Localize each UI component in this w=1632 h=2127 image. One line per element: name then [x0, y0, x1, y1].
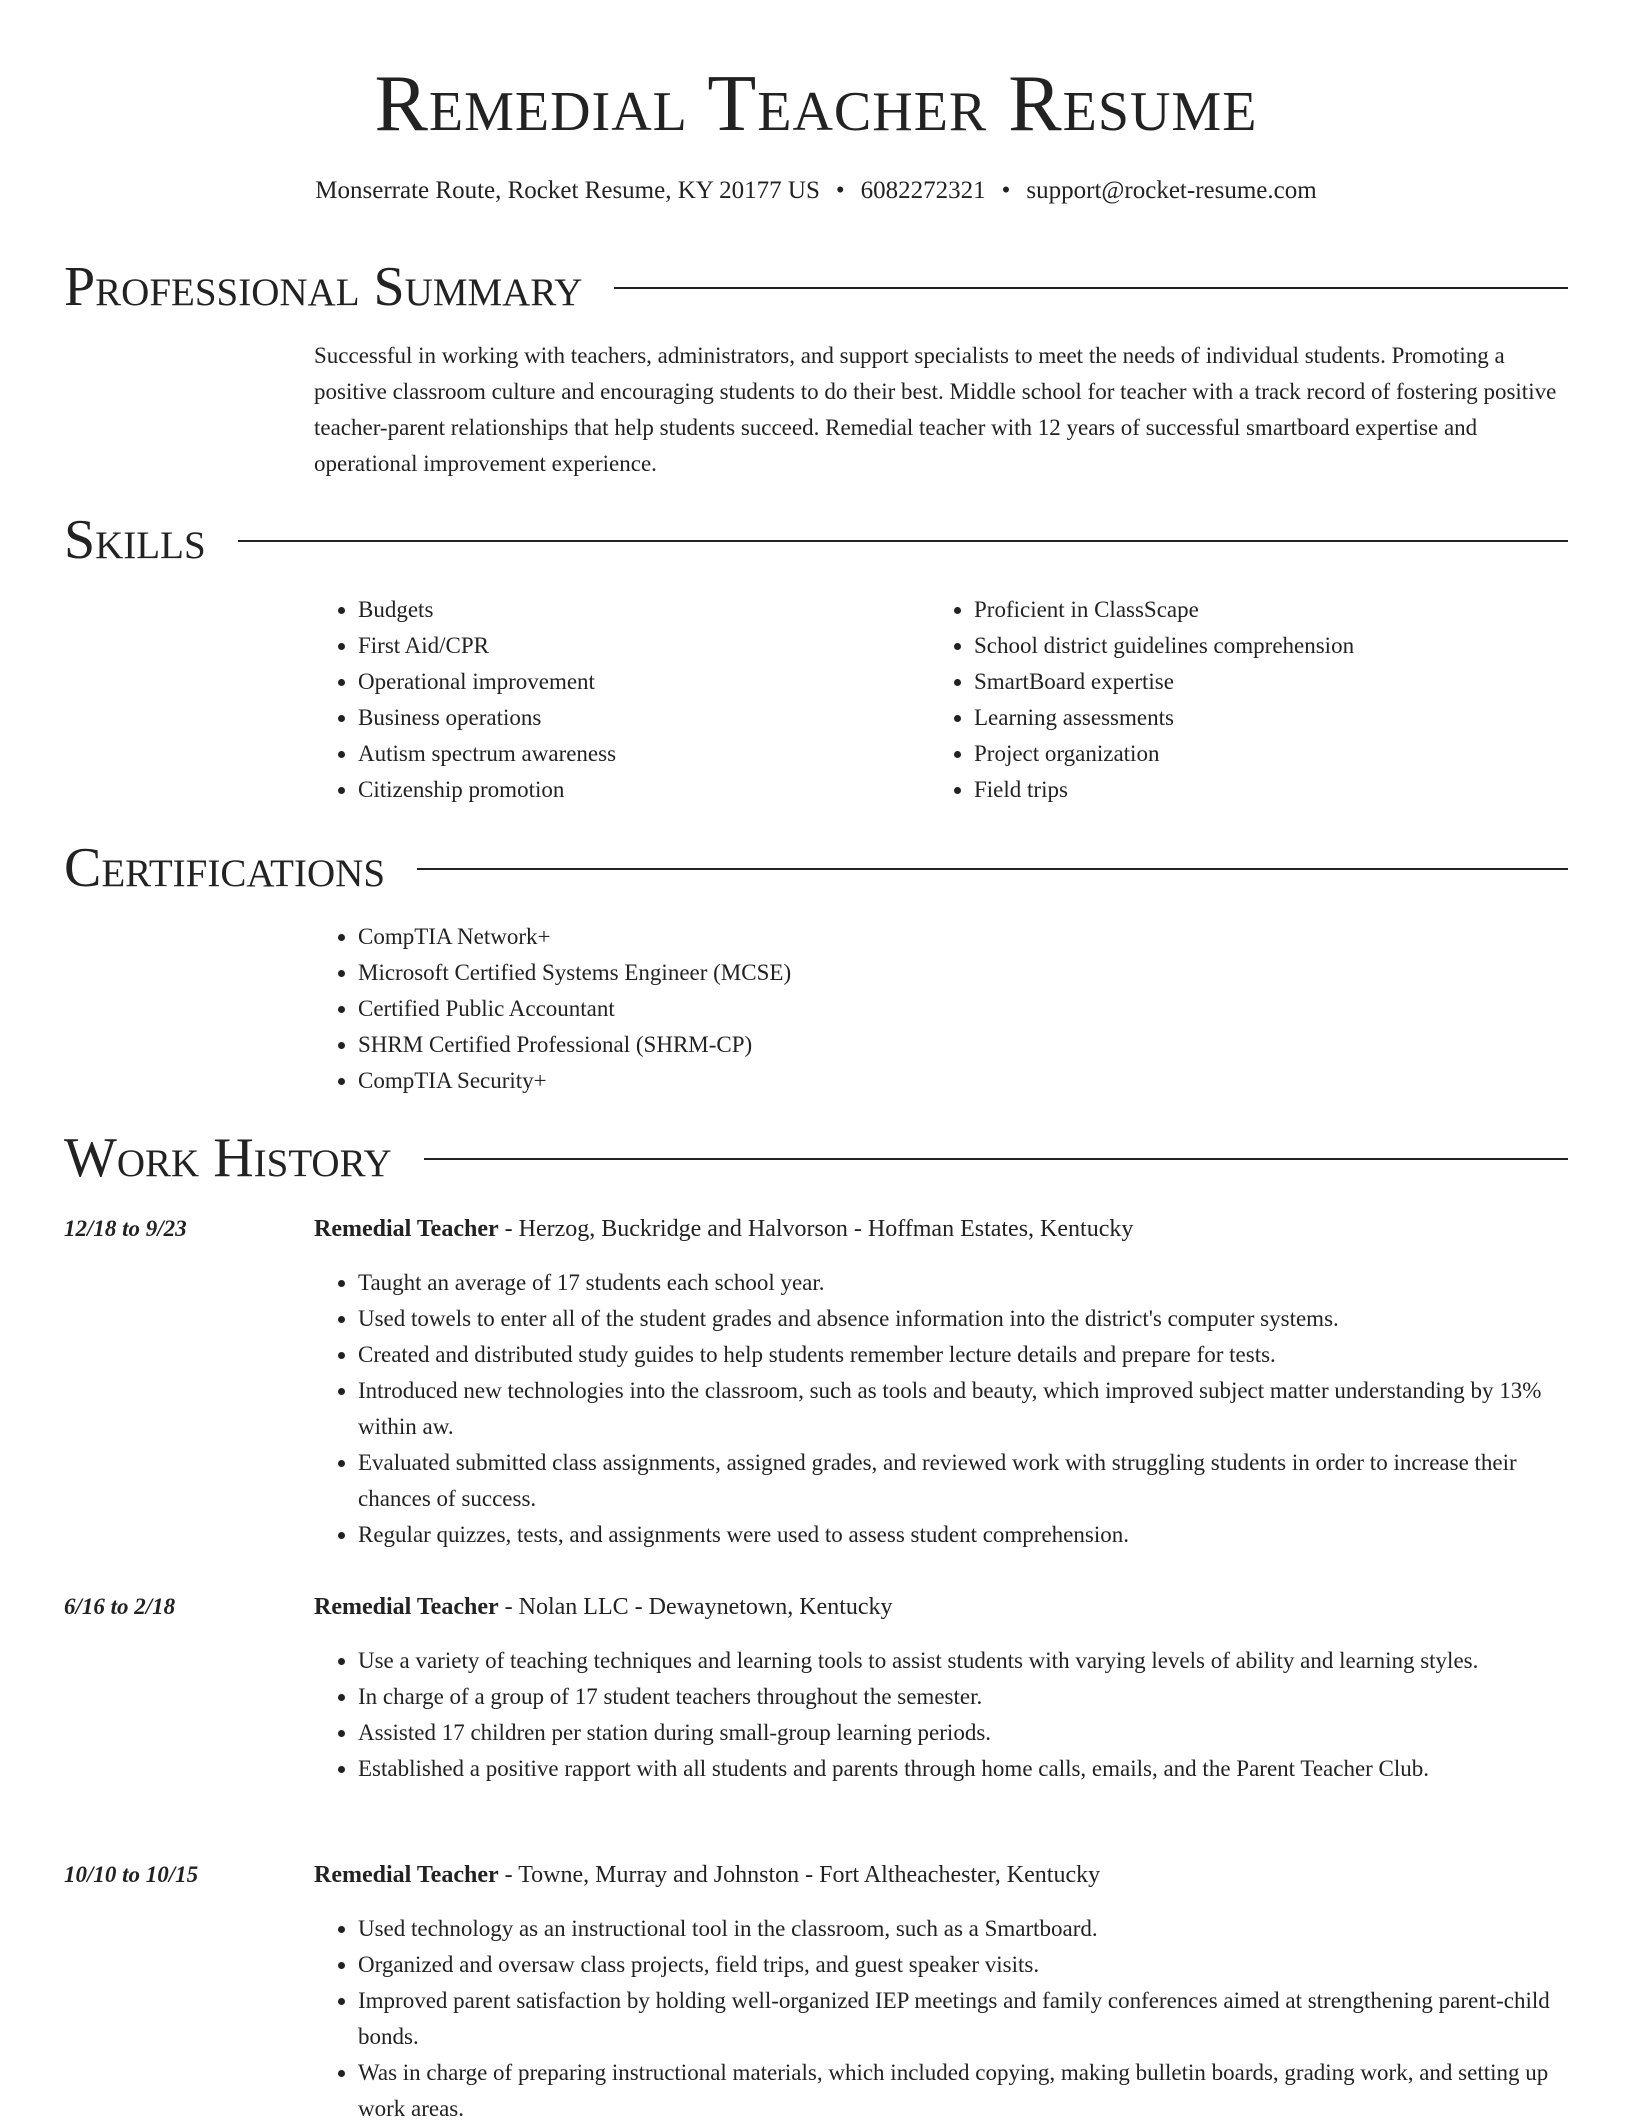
skill-item: • Field trips — [974, 772, 1560, 808]
skill-item: • Proficient in ClassScape — [974, 592, 1560, 628]
section-header-certifications — [64, 833, 1568, 903]
skill-item: • Autism spectrum awareness — [358, 736, 914, 772]
section-divider — [417, 868, 1568, 870]
certification-item: • Certified Public Accountant — [358, 991, 791, 1027]
job-title-line — [314, 1211, 1568, 1247]
job-bullet: • Assisted 17 children per station during small-group learning periods. — [358, 1715, 1568, 1751]
job-bullet: • Use a variety of teaching techniques and learning tools to assist students with varying levels of ability and learning styles. — [358, 1643, 1568, 1679]
skill-item: • Business operations — [358, 700, 914, 736]
section-title-summary: Professional Summary — [64, 256, 583, 318]
job-employer-location: - Nolan LLC - Dewaynetown, Kentucky — [498, 1594, 893, 1620]
job-bullet: • Introduced new technologies into the classroom, such as tools and beauty, which improved subject matter understanding by 13% within aw. — [358, 1373, 1568, 1445]
section-title-certifications: Certifications — [64, 837, 386, 899]
job-bullets — [314, 1265, 1568, 1553]
job-bullet: • In charge of a group of 17 student teachers throughout the semester. — [358, 1679, 1568, 1715]
job-title-line — [314, 1589, 1568, 1625]
job-bullets — [314, 1911, 1568, 2127]
job-bullet: • Used technology as an instructional tool in the classroom, such as a Smartboard. — [358, 1911, 1568, 1947]
job-employer-location: - Towne, Murray and Johnston - Fort Altheachester, Kentucky — [498, 1862, 1101, 1888]
section-header-skills — [64, 505, 1568, 575]
job-dates: 6/16 to 2/18 — [64, 1594, 176, 1619]
skill-item: • Project organization — [974, 736, 1560, 772]
skill-item: • Learning assessments — [974, 700, 1560, 736]
skill-item: • Operational improvement — [358, 664, 914, 700]
job-title: Remedial Teacher — [314, 1594, 499, 1620]
summary-text: Successful in working with teachers, administrators, and support specialists to meet the needs of individual students. Promoting a positive classroom culture and encouraging students to do their best. Middle school for teacher with a track record of fostering positive teacher-parent relationships that help students succeed. Remedial teacher with 12 years of successful smartboard expertise and operational improvement experience. — [314, 343, 1557, 476]
job-bullets — [314, 1643, 1568, 1787]
job-title-line — [314, 1857, 1568, 1893]
job-bullet: • Used towels to enter all of the student grades and absence information into the district's computer systems. — [358, 1301, 1568, 1337]
skills-list-left — [314, 592, 914, 808]
contact-phone: 6082272321 — [860, 177, 986, 204]
skill-item: • SmartBoard expertise — [974, 664, 1560, 700]
section-divider — [424, 1158, 1568, 1160]
contact-separator: • — [1001, 177, 1011, 204]
job-bullet: • Regular quizzes, tests, and assignments were used to assess student comprehension. — [358, 1517, 1568, 1553]
skill-item: • Citizenship promotion — [358, 772, 914, 808]
skills-list-right — [930, 592, 1560, 808]
certification-item: • SHRM Certified Professional (SHRM-CP) — [358, 1027, 791, 1063]
section-title-skills: Skills — [64, 509, 206, 571]
job-dates: 12/18 to 9/23 — [64, 1216, 187, 1241]
section-title-work-history: Work History — [64, 1127, 392, 1189]
job-bullet: • Created and distributed study guides to help students remember lecture details and prepare for tests. — [358, 1337, 1568, 1373]
skill-item: • First Aid/CPR — [358, 628, 914, 664]
job-bullet: • Organized and oversaw class projects, field trips, and guest speaker visits. — [358, 1947, 1568, 1983]
certification-item: • CompTIA Network+ — [358, 919, 791, 955]
job-bullet: • Improved parent satisfaction by holding well-organized IEP meetings and family conferences aimed at strengthening parent-child bonds. — [358, 1983, 1568, 2055]
certifications-list — [314, 919, 791, 1099]
section-divider — [614, 287, 1568, 289]
contact-separator: • — [835, 177, 845, 204]
certification-item: • CompTIA Security+ — [358, 1063, 791, 1099]
section-divider — [238, 540, 1568, 542]
job-bullet: • Was in charge of preparing instructional materials, which included copying, making bulletin boards, grading work, and setting up work areas. — [358, 2055, 1568, 2127]
job-bullet: • Established a positive rapport with all students and parents through home calls, emails, and the Parent Teacher Club. — [358, 1751, 1568, 1787]
section-header-summary — [64, 252, 1568, 322]
certification-item: • Microsoft Certified Systems Engineer (MCSE) — [358, 955, 791, 991]
section-header-work-history — [64, 1123, 1568, 1193]
job-employer-location: - Herzog, Buckridge and Halvorson - Hoffman Estates, Kentucky — [498, 1216, 1134, 1242]
job-title: Remedial Teacher — [314, 1862, 499, 1888]
contact-address: Monserrate Route, Rocket Resume, KY 20177 US — [315, 177, 820, 204]
contact-email: support@rocket-resume.com — [1026, 177, 1317, 204]
skill-item: • School district guidelines comprehension — [974, 628, 1560, 664]
job-dates: 10/10 to 10/15 — [64, 1862, 199, 1887]
skill-item: • Budgets — [358, 592, 914, 628]
contact-line — [0, 173, 1632, 209]
resume-title: Remedial Teacher Resume — [374, 60, 1258, 148]
job-title: Remedial Teacher — [314, 1216, 499, 1242]
job-bullet: • Taught an average of 17 students each school year. — [358, 1265, 1568, 1301]
job-bullet: • Evaluated submitted class assignments, assigned grades, and reviewed work with struggling students in order to increase their chances of success. — [358, 1445, 1568, 1517]
